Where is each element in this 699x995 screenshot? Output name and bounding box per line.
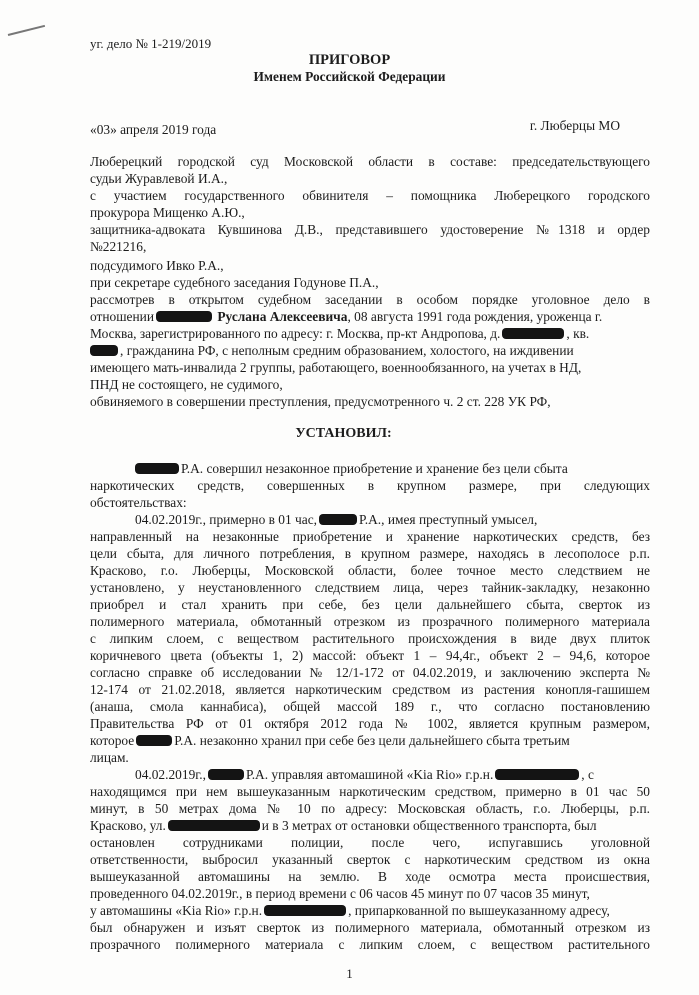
redaction [136, 735, 172, 746]
text-line: проведенного 04.02.2019г., в период времени с 06 часов 45 минут по 07 часов 35 минут, [90, 886, 590, 901]
text-line: полимерного материала, обмотанный отрезком из прозрачного полимерного материала [90, 614, 650, 629]
redaction [319, 514, 357, 525]
section-heading: УСТАНОВИЛ: [295, 426, 392, 441]
court-line-7: подсудимого Ивко Р.А., [90, 258, 224, 273]
court-line-2: судьи Журавлевой И.А., [90, 171, 228, 186]
redaction [495, 769, 579, 780]
text-line: которое Р.А. незаконно хранил при себе без цели дальнейшего сбыта третьим [90, 733, 570, 748]
text-line: прозрачного полимерного материала с липким слоем, с веществом растительного [90, 937, 650, 952]
case-number: уг. дело № 1-219/2019 [90, 36, 212, 51]
redaction [168, 820, 260, 831]
text-line: (анаша, смола каннабиса), общей массой 189 г., что согласно постановлению [90, 699, 650, 714]
court-line-15: обвиняемого в совершении преступления, предусмотренного ч. 2 ст. 228 УК РФ, [90, 394, 551, 409]
text-line: 04.02.2019г., примерно в 01 час, Р.А., имея преступный умысел, [135, 512, 538, 527]
document-date: «03» апреля 2019 года [90, 122, 217, 137]
court-line-14: ПНД не состоящего, не судимого, [90, 377, 283, 392]
court-line-10: отношении Руслана Алексеевича, 08 августа 1991 года рождения, уроженца г. [90, 309, 603, 324]
text-line: у автомашины «Kia Rio» г.р.н. , припаркованной по вышеуказанному адресу, [90, 903, 610, 918]
text-line: 04.02.2019г., Р.А. управляя автомашиной «Kia Rio» г.р.н. , с [135, 767, 594, 782]
redaction [90, 345, 118, 356]
redaction [502, 328, 564, 339]
text-line: приобрел и стал хранить при себе, без цели дальнейшего сбыта, сверток из [90, 597, 650, 612]
text-line: Правительства РФ от 01 октября 2012 года № 1002, является крупным размером, [90, 716, 650, 731]
text-line: коричневого цвета (объекты 1, 2) массой: объект 1 – 94,4г., объект 2 – 94,6, которое [90, 648, 650, 663]
text-line: согласно справке об исследовании № 12/1-172 от 04.02.2019, и заключению эксперта № [90, 665, 650, 680]
defendant-name: Руслана Алексеевича [217, 309, 348, 324]
pen-mark [8, 25, 45, 36]
text-line: 12-174 от 21.02.2018, является наркотическим средством из растения конопля-гашишем [90, 682, 650, 697]
text-line: находящимся при нем вышеуказанным наркотическим средством, примерно в 01 час 50 [90, 784, 650, 799]
redaction [135, 463, 179, 474]
document-title: ПРИГОВОР [308, 52, 391, 68]
court-line-4: прокурора Мищенко А.Ю., [90, 205, 245, 220]
court-line-3: с участием государственного обвинителя – помощника Люберецкого городского [90, 188, 650, 203]
court-line-1: Люберецкий городской суд Московской области в составе: председательствующего [90, 154, 650, 169]
text-line: наркотических средств, совершенных в крупном размере, при следующих [90, 478, 650, 493]
page-number: 1 [346, 966, 353, 981]
text-line: ответственности, выбросил указанный сверток с наркотическим средством из окна [90, 852, 650, 867]
redaction [264, 905, 346, 916]
text-line: направленный на незаконные приобретение и хранение наркотических средств, без [90, 529, 650, 544]
text-line: остановлен сотрудниками полиции, после чего, испугавшись уголовной [90, 835, 650, 850]
court-line-5: защитника-адвоката Кувшинова Д.В., представившего удостоверение №1318 и ордер [90, 222, 650, 237]
text-line: был обнаружен и изъят сверток из полимерного материала, обмотанный отрезком из [90, 920, 650, 935]
text-line: Р.А. совершил незаконное приобретение и хранение без цели сбыта [135, 461, 650, 477]
text-line: Красково, ул. и в 3 метрах от остановки общественного транспорта, был [90, 818, 597, 833]
court-line-9: рассмотрев в открытом судебном заседании в особом порядке уголовное дело в [90, 292, 650, 307]
text-line: Красково, г.о. Люберцы, Московской области, более точное место следствием не [90, 563, 650, 578]
text-line: обстоятельствах: [90, 495, 187, 510]
text-line: с липким слоем, с веществом растительного происхождения в виде двух плиток [90, 631, 650, 646]
text-line: минут, в 50 метрах дома № 10 по адресу: Московская область, г.о. Люберцы, р.п. [90, 801, 650, 816]
court-line-13: имеющего мать-инвалида 2 группы, работающего, военнообязанного, на учетах в НД, [90, 360, 582, 375]
court-line-12: , гражданина РФ, с неполным средним образованием, холостого, на иждивении [90, 343, 650, 359]
text-line: лицам. [90, 750, 129, 765]
court-line-6: №221216, [90, 239, 147, 254]
court-line-8: при секретаре судебного заседания Годунове П.А., [90, 275, 379, 290]
redaction [208, 769, 244, 780]
text-line: цели сбыта, для личного потребления, в крупном размере, находясь в лесополосе р.п. [90, 546, 650, 561]
text-line: установлено, у неустановленного следствием лица, через тайник-закладку, незаконно [90, 580, 650, 595]
document-subtitle: Именем Российской Федерации [253, 69, 446, 84]
court-line-11: Москва, зарегистрированного по адресу: г. Москва, пр-кт Андропова, д. , кв. [90, 326, 590, 341]
redaction [156, 311, 212, 322]
document-city: г. Люберцы МО [529, 118, 620, 133]
text-line: вышеуказанной автомашины на землю. В ходе осмотра места происшествия, [90, 869, 650, 884]
